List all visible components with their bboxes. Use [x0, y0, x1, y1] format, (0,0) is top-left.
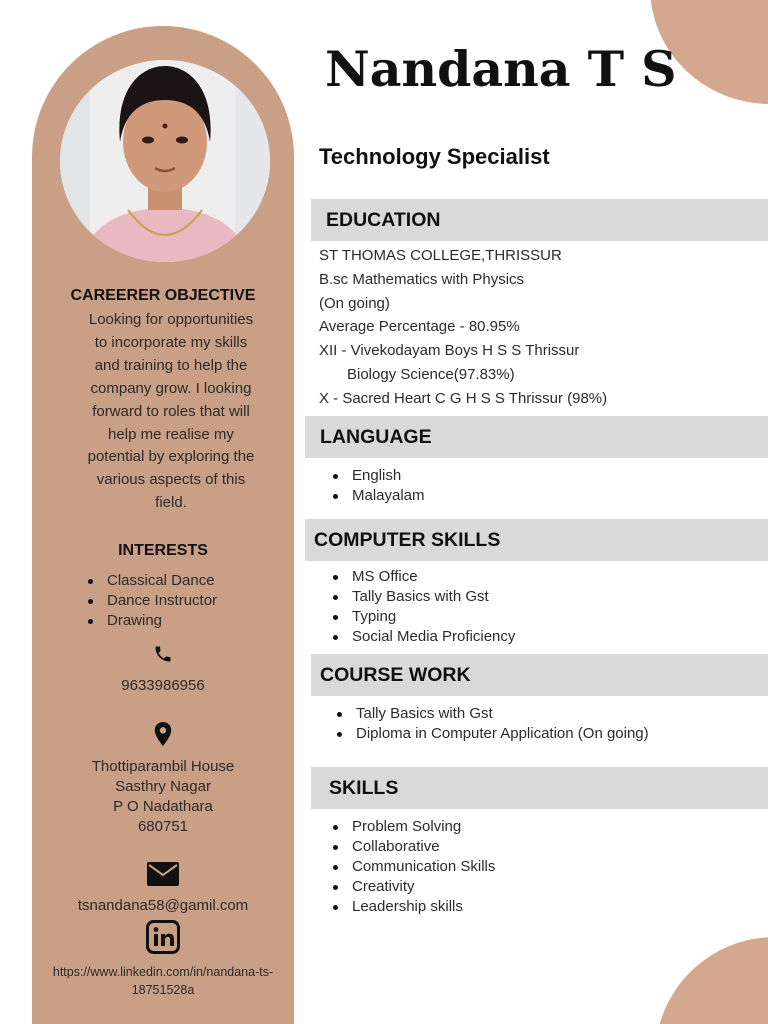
list-item: Diploma in Computer Application (On going) [337, 724, 649, 744]
list-item: Creativity [333, 877, 495, 897]
list-item: Tally Basics with Gst [333, 587, 515, 607]
list-item: Malayalam [333, 486, 425, 506]
interests-heading: INTERESTS [118, 542, 208, 559]
skills-list [333, 817, 495, 917]
list-item: Leadership skills [333, 897, 495, 917]
envelope-icon [147, 862, 179, 891]
profile-photo [60, 60, 270, 262]
list-item: MS Office [333, 567, 515, 587]
education-heading: EDUCATION [311, 199, 768, 241]
language-list [333, 466, 425, 506]
objective-heading: CAREERER OBJECTIVE [70, 287, 256, 304]
skills-heading: SKILLS [311, 767, 768, 809]
candidate-name: Nandana T S [325, 40, 677, 98]
address: Thottiparambil House Sasthry Nagar P O Nadathara 680751 [91, 758, 235, 835]
list-item: Social Media Proficiency [333, 627, 515, 647]
email-address[interactable]: tsnandana58@gamil.com [77, 897, 249, 914]
linkedin-icon[interactable] [146, 920, 180, 959]
phone-number: 9633986956 [121, 677, 205, 694]
linkedin-url[interactable]: https://www.linkedin.com/in/nandana-ts- 18751528a [52, 965, 274, 997]
list-item: Typing [333, 607, 515, 627]
location-pin-icon [152, 721, 174, 752]
list-item: English [333, 466, 425, 486]
decorative-circle-bottom [655, 937, 768, 1024]
list-item: Drawing [88, 611, 217, 631]
computer-skills-heading: COMPUTER SKILLS [305, 519, 768, 561]
course-work-heading: COURSE WORK [311, 654, 768, 696]
interests-list [88, 571, 217, 631]
computer-skills-list [333, 567, 515, 647]
list-item: Dance Instructor [88, 591, 217, 611]
phone-icon [153, 643, 173, 670]
objective-text: Looking for opportunities to incorporate my skills and training to help the company grow. I looking forward to roles that will help me realise my potential by exploring the various aspects of this field. [87, 311, 255, 512]
list-item: Communication Skills [333, 857, 495, 877]
list-item: Tally Basics with Gst [337, 704, 649, 724]
course-work-list [337, 704, 649, 744]
education-details: ST THOMAS COLLEGE,THRISSUR B.sc Mathematics with Physics (On going) Average Percentage - 80.95% XII - Vivekodayam Boys H S S Thrissur Biology Science(97.83%) X - Sacred Heart C G H S S Thrissur (98%) [319, 247, 608, 407]
list-item: Classical Dance [88, 571, 217, 591]
list-item: Problem Solving [333, 817, 495, 837]
language-heading: LANGUAGE [305, 416, 768, 458]
list-item: Collaborative [333, 837, 495, 857]
job-title: Technology Specialist [319, 144, 550, 169]
